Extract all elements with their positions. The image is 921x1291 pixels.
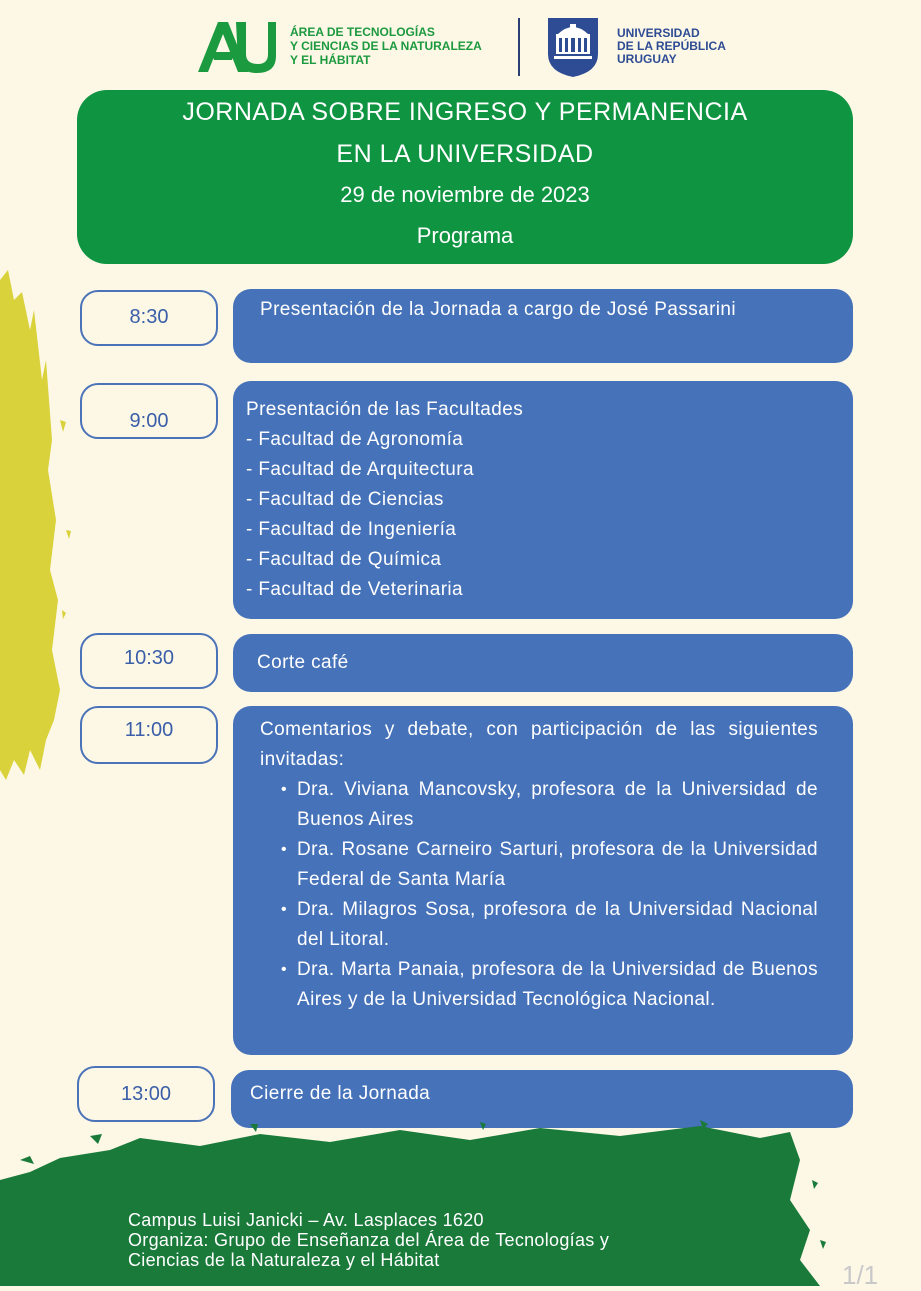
time-badge bbox=[80, 383, 218, 439]
event-title-line-1: JORNADA SOBRE INGRESO Y PERMANENCIA bbox=[182, 98, 748, 126]
program-heading: Programa bbox=[416, 223, 514, 248]
guest-item: • Dra. Viviana Mancovsky, profesora de la Universidad de Buenos Aires bbox=[297, 775, 818, 835]
agenda-card-coffee-break bbox=[233, 634, 853, 692]
faculty-item: - Facultad de Veterinaria bbox=[246, 579, 464, 600]
agenda-text: Presentación de la Jornada a cargo de José Passarini bbox=[260, 299, 737, 320]
time-badge bbox=[80, 290, 218, 346]
time-label: 11:00 bbox=[124, 719, 174, 741]
time-label: 9:00 bbox=[129, 410, 169, 432]
time-badge bbox=[77, 1066, 215, 1122]
time-badge bbox=[80, 706, 218, 764]
event-location: Campus Luisi Janicki – Av. Lasplaces 1620 bbox=[128, 1210, 484, 1230]
agenda-heading: Presentación de las Facultades bbox=[246, 399, 524, 420]
organizer-line: Ciencias de la Naturaleza y el Hábitat bbox=[128, 1250, 440, 1270]
guest-item: • Dra. Rosane Carneiro Sarturi, profesora de la Universidad Federal de Santa María bbox=[297, 835, 818, 895]
footer-info bbox=[128, 1210, 609, 1270]
time-label: 10:30 bbox=[123, 647, 175, 669]
agenda-card-debate bbox=[233, 706, 853, 1055]
area-name-line: Y CIENCIAS DE LA NATURALEZA bbox=[290, 39, 482, 53]
area-logo-icon bbox=[196, 18, 278, 74]
guest-item: • Dra. Marta Panaia, profesora de la Universidad de Buenos Aires y de la Universidad Tecnológica Nacional. bbox=[297, 955, 818, 1015]
page-indicator: 1/1 bbox=[842, 1260, 879, 1290]
time-label: 13:00 bbox=[120, 1083, 172, 1105]
university-name-line: URUGUAY bbox=[617, 52, 677, 66]
university-seal-icon bbox=[546, 16, 600, 78]
agenda-card-opening bbox=[233, 289, 853, 363]
faculty-item: - Facultad de Ciencias bbox=[246, 489, 444, 510]
faculty-item: - Facultad de Agronomía bbox=[246, 429, 464, 450]
title-banner bbox=[77, 90, 853, 264]
university-name bbox=[617, 27, 726, 66]
yellow-brush-decoration bbox=[0, 270, 80, 780]
faculty-item: - Facultad de Química bbox=[246, 549, 442, 570]
agenda-text: Corte café bbox=[257, 652, 349, 673]
area-name bbox=[290, 25, 482, 67]
agenda-text: Cierre de la Jornada bbox=[250, 1083, 431, 1104]
guest-list bbox=[260, 775, 818, 1015]
header-divider bbox=[518, 18, 520, 76]
faculty-item: - Facultad de Ingeniería bbox=[246, 519, 457, 540]
organizer-line: Organiza: Grupo de Enseñanza del Área de Tecnologías y bbox=[128, 1230, 610, 1250]
time-label: 8:30 bbox=[129, 306, 169, 328]
event-date: 29 de noviembre de 2023 bbox=[340, 182, 590, 207]
event-title-line-2: EN LA UNIVERSIDAD bbox=[336, 140, 594, 168]
area-name-line: Y EL HÁBITAT bbox=[290, 53, 371, 67]
area-name-line: ÁREA DE TECNOLOGÍAS bbox=[290, 25, 435, 39]
time-badge bbox=[80, 633, 218, 689]
guest-item: • Dra. Milagros Sosa, profesora de la Universidad Nacional del Litoral. bbox=[297, 895, 818, 955]
faculty-item: - Facultad de Arquitectura bbox=[246, 459, 474, 480]
agenda-heading: Comentarios y debate, con participación de las siguientes invitadas: bbox=[260, 719, 818, 770]
university-name-line: DE LA REPÚBLICA bbox=[617, 39, 726, 53]
agenda-card-faculties bbox=[233, 381, 853, 619]
university-name-line: UNIVERSIDAD bbox=[617, 26, 700, 40]
